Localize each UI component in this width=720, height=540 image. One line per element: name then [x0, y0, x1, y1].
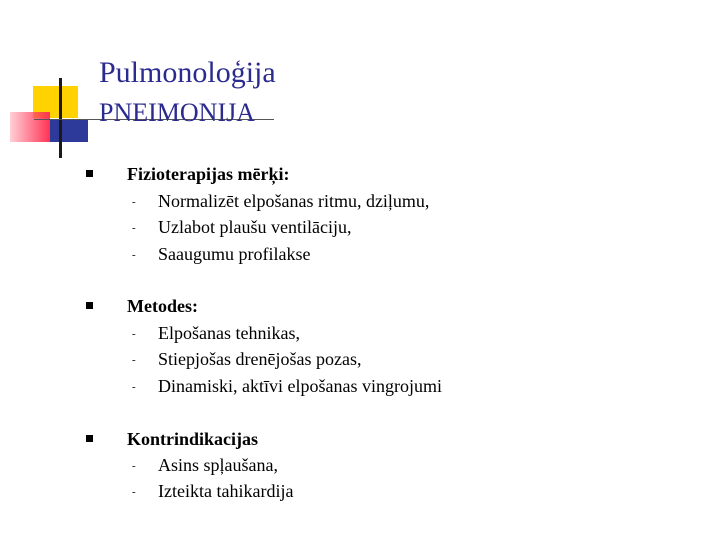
slide-title: Pulmonoloģija [99, 56, 276, 89]
list-item-text: Stiepjošas drenējošas pozas, [158, 349, 362, 369]
list-item [132, 243, 310, 266]
dash-bullet-icon: - [132, 381, 136, 393]
list-item-text: Elpošanas tehnikas, [158, 323, 300, 343]
list-item-text: Asins spļaušana, [158, 455, 278, 475]
list-item [132, 322, 300, 345]
list-item-text: Dinamiski, aktīvi elpošanas vingrojumi [158, 376, 442, 396]
list-item [132, 454, 278, 477]
dash-bullet-icon: - [132, 328, 136, 340]
list-item [132, 480, 293, 503]
list-item [132, 190, 429, 213]
section-heading: Fizioterapijas mērķi: [127, 164, 290, 184]
bullet-square-icon [86, 170, 93, 177]
logo-blue-square [50, 120, 88, 142]
bullet-square-icon [86, 435, 93, 442]
slide-subtitle: PNEIMONIJA [99, 98, 255, 127]
dash-bullet-icon: - [132, 196, 136, 208]
section-heading: Metodes: [127, 296, 198, 316]
logo-red-square [10, 112, 50, 142]
dash-bullet-icon: - [132, 486, 136, 498]
list-item [132, 348, 361, 371]
list-item-text: Saaugumu profilakse [158, 244, 311, 264]
dash-bullet-icon: - [132, 249, 136, 261]
dash-bullet-icon: - [132, 460, 136, 472]
list-item [132, 375, 442, 398]
list-item-text: Izteikta tahikardija [158, 481, 294, 501]
slide-logo-graphic [0, 0, 100, 170]
dash-bullet-icon: - [132, 354, 136, 366]
dash-bullet-icon: - [132, 222, 136, 234]
logo-vertical-line [59, 78, 62, 158]
bullet-square-icon [86, 302, 93, 309]
list-item-text: Normalizēt elpošanas ritmu, dziļumu, [158, 191, 430, 211]
list-item-text: Uzlabot plaušu ventilāciju, [158, 217, 352, 237]
section-heading: Kontrindikacijas [127, 429, 259, 449]
list-item [132, 216, 351, 239]
